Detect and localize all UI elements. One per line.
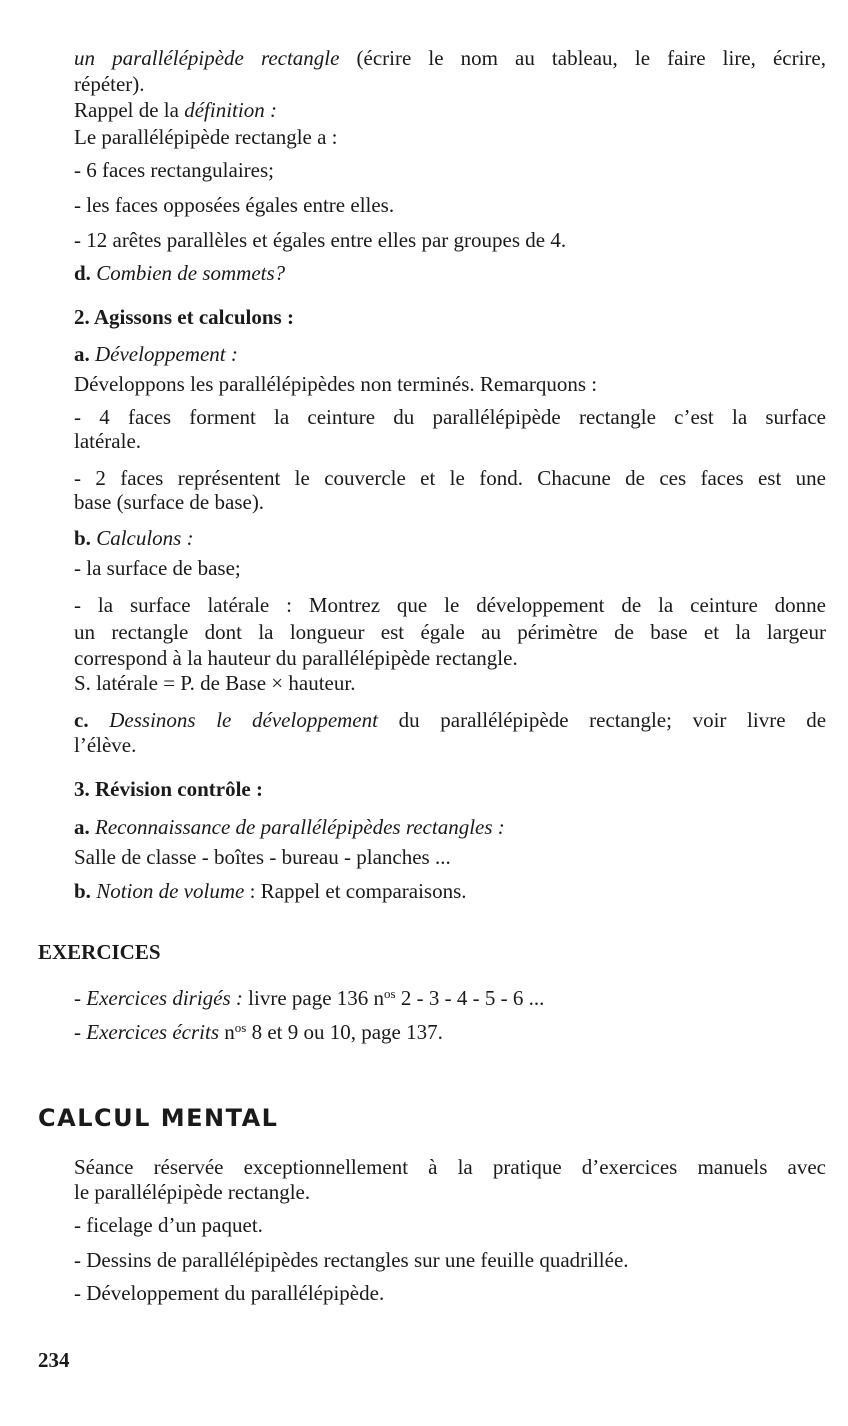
list-item: - la surface de base;: [74, 556, 241, 580]
item-letter: c.: [74, 708, 89, 732]
intro-line-2: répéter).: [74, 72, 145, 96]
exercise-text: n: [219, 1020, 235, 1044]
paragraph-line: correspond à la hauteur du parallélépipède rectangle.: [74, 646, 518, 670]
subsection-text: : Rappel et comparaisons.: [244, 879, 467, 903]
paragraph-line: l’élève.: [74, 733, 137, 757]
exercise-title: Exercices dirigés :: [86, 986, 243, 1010]
paragraph-line: base (surface de base).: [74, 490, 265, 514]
paragraph-line: Salle de classe - boîtes - bureau - planches ...: [74, 845, 451, 869]
dash: -: [74, 986, 87, 1010]
superscript: os: [234, 1020, 247, 1035]
exercise-item: [74, 986, 826, 1010]
rappel-prefix: Rappel de la: [74, 98, 185, 122]
list-item: - Dessins de parallélépipèdes rectangles sur une feuille quadrillée.: [74, 1248, 629, 1272]
exercise-numbers: 8 et 9 ou 10, page 137.: [246, 1020, 443, 1044]
intro-term: un parallélépipède rectangle: [74, 46, 340, 70]
subsection-a: [74, 342, 826, 366]
calcul-mental-heading: CALCUL MENTAL: [38, 1104, 279, 1132]
subsection-b: [74, 879, 826, 903]
exercise-text: livre page 136 n: [242, 986, 385, 1010]
subsection-c: [74, 708, 826, 732]
definition-item: - les faces opposées égales entre elles.: [74, 193, 395, 217]
subsection-title: Calculons :: [96, 526, 194, 550]
item-letter: b.: [74, 526, 91, 550]
section-2-heading: 2. Agissons et calculons :: [74, 305, 294, 329]
paragraph-line: Séance réservée exceptionnellement à la pratique d’exercices manuels avec: [74, 1155, 826, 1179]
exercise-title: Exercices écrits: [86, 1020, 219, 1044]
paragraph-line: le parallélépipède rectangle.: [74, 1180, 311, 1204]
paragraph-line: - la surface latérale : Montrez que le développement de la ceinture donne: [74, 593, 826, 617]
paragraph-line: un rectangle dont la longueur est égale au périmètre de base et la largeur: [74, 620, 826, 644]
intro-line-1: [74, 46, 826, 70]
dash: -: [74, 1020, 87, 1044]
question-d: [74, 261, 826, 285]
paragraph-line: - 4 faces forment la ceinture du parallélépipède rectangle c’est la surface: [74, 405, 826, 429]
definition-item: - 12 arêtes parallèles et égales entre elles par groupes de 4.: [74, 228, 567, 252]
item-letter: a.: [74, 815, 90, 839]
list-item: - ficelage d’un paquet.: [74, 1213, 263, 1237]
subsection-a: [74, 815, 826, 839]
item-letter: a.: [74, 342, 90, 366]
subsection-title: Notion de volume: [96, 879, 245, 903]
paragraph-line: - 2 faces représentent le couvercle et le fond. Chacune de ces faces est une: [74, 466, 826, 490]
exercise-numbers: 2 - 3 - 4 - 5 - 6 ...: [395, 986, 545, 1010]
rappel-word: définition: [184, 98, 265, 122]
subsection-title: Reconnaissance de parallélépipèdes rectangles :: [95, 815, 505, 839]
exercices-heading: EXERCICES: [38, 940, 161, 964]
exercise-item: [74, 1020, 826, 1044]
subsection-title: Dessinons le développement: [109, 708, 378, 732]
question-text: Combien de sommets?: [96, 261, 286, 285]
superscript: os: [384, 986, 396, 1001]
list-item: - Développement du parallélépipède.: [74, 1281, 385, 1305]
formula: S. latérale = P. de Base × hauteur.: [74, 671, 356, 695]
intro-text: (écrire le nom au tableau, le faire lire, écrire,: [339, 46, 826, 70]
section-3-heading: 3. Révision contrôle :: [74, 777, 263, 801]
subsection-text: du parallélépipède rectangle; voir livre de: [377, 708, 827, 732]
subsection-title: Développement :: [95, 342, 238, 366]
subsection-b: [74, 526, 826, 550]
paragraph-line: Développons les parallélépipèdes non terminés. Remarquons :: [74, 372, 598, 396]
item-letter: b.: [74, 879, 91, 903]
definition-item: - 6 faces rectangulaires;: [74, 158, 274, 182]
item-letter: d.: [74, 261, 91, 285]
rappel-line: [74, 98, 826, 122]
rappel-suffix: :: [264, 98, 277, 122]
definition-intro: Le parallélépipède rectangle a :: [74, 125, 338, 149]
paragraph-line: latérale.: [74, 429, 142, 453]
page-number: 234: [38, 1348, 70, 1372]
